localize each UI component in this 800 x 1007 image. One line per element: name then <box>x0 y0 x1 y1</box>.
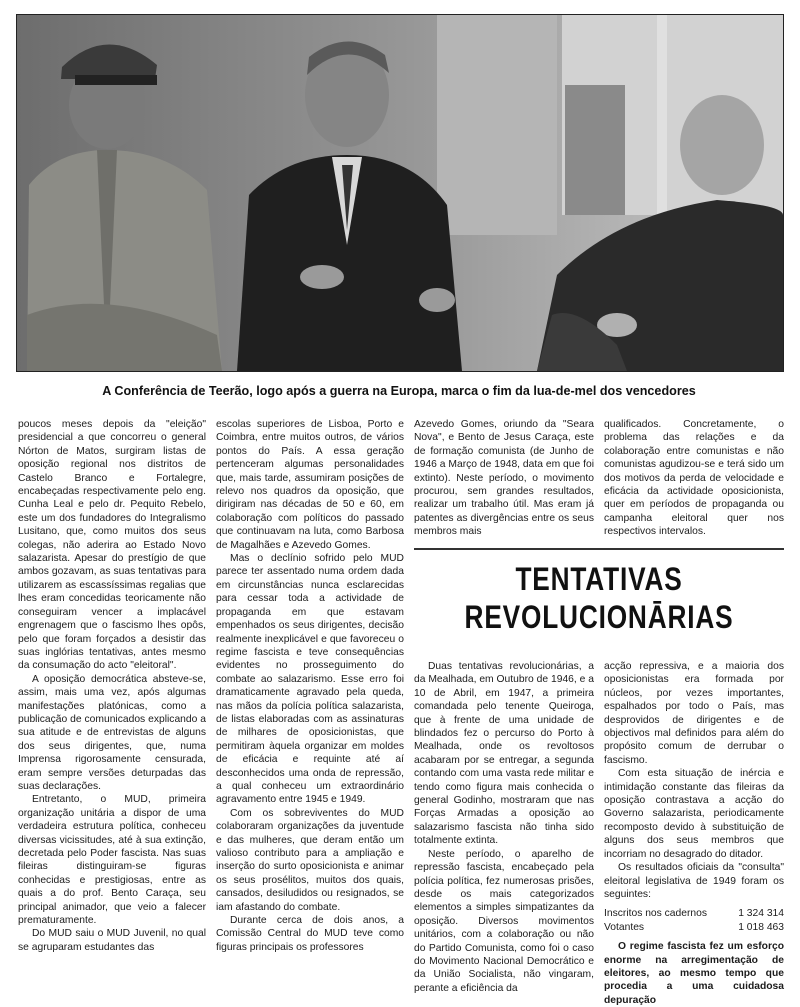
paragraph: Duas tentativas revolucionárias, a da Mealhada, em Outubro de 1946, e a 10 de Abril, em 1947, a primeira comandada pelo tenente Queiroga, que à frente de uma unidade de blindados fez o percurso do Porto à Mealhada, onde os revoltosos acabaram por se entregar, a segunda contando com uma vasta rede militar e tendo como figura mais conhecida o general Godinho, mostraram que nas Forças Armadas a oposição ao salazarismo fascista não tinha sido totalmente extinta. <box>414 661 594 847</box>
election-results <box>604 907 784 934</box>
photo-illustration <box>17 15 783 371</box>
paragraph: escolas superiores de Lisboa, Porto e Coimbra, entre muitos outros, de vários pontos do País. A essa geração pertenceram algumas personalidades que, mais tarde, assumiram posições de relevo nos quadros da oposição, que dirigiram nas décadas de 50 e 60, em colaboração com políticos do passado que continuavam na luta, como Barbosa de Magalhães e Azevedo Gomes. <box>216 419 404 551</box>
paragraph: poucos meses depois da "eleição" presidencial a que concorreu o general Nórton de Matos, surgiram listas de oposição regional nos distritos de Castelo Branco e Fortalegre, encabeçadas respectivamente pelo eng. Cunha Leal e pelo dr. Pequito Rebelo, este um dos fundadores do Integralismo Lusitano, que, como muitos dos seus colegas, não aderira ao Estado Novo salazarista. Apesar do prestígio de que ambos gozavam, as suas tentativas para utilizarem as escassíssimas regalias que lhes eram concedidas teoricamente não conseguiram vencer a implacável engrenagem que o fascismo lhes opôs, pelo que foram forçados a desistir das suas inglórias tentativas, antes mesmo da consumação do acto "eleitoral". <box>18 419 206 672</box>
paragraph: Do MUD saiu o MUD Juvenil, no qual se agruparam estudantes das <box>18 928 206 953</box>
column-6 <box>604 660 784 1006</box>
historic-photo <box>16 14 784 372</box>
paragraph: Durante cerca de dois anos, a Comissão Central do MUD teve como figuras principais os professores <box>216 915 404 953</box>
headline-line-1: TENTATIVAS <box>515 561 683 597</box>
column-3 <box>414 418 594 536</box>
column-2 <box>216 418 404 998</box>
section-headline <box>447 560 750 636</box>
paragraph: qualificados. Concretamente, o problema das relações e da colaboração entre comunistas e não comunistas agudizou-se e terá sido um dos motivos da perda de velocidade e eficácia da actividade oposicionista, quer em períodos de propaganda ou campanha eleitoral quer nos respectivos intervalos. <box>604 419 784 538</box>
column-4 <box>604 418 784 536</box>
stat-row-votantes <box>604 921 784 934</box>
section-divider <box>414 548 784 550</box>
paragraph: A oposição democrática absteve-se, assim, mais uma vez, após algumas manifestações platónicas, como a publicação de comunicados explicando a sua atitude e de entrevistas de alguns dos seus dirigentes, que, numa Imprensa rigorosamente censurada, eram sempre versões deturpadas das suas declarações. <box>18 673 206 792</box>
stat-value: 1 324 314 <box>738 908 784 920</box>
stat-label: Inscritos nos cadernos <box>604 908 708 920</box>
headline-line-2: REVOLUCIONĀRIAS <box>464 599 734 635</box>
paragraph: Com os sobreviventes do MUD colaboraram organizações da juventude e das mulheres, que deram então um valioso contributo para a ampliação e inserção do surto oposicionista e animar os seus prosélitos, muitos dos quais, cansados, desiludidos ou resignados, se iam afastando do combate. <box>216 807 404 913</box>
paragraph: Entretanto, o MUD, primeira organização unitária a dispor de uma verdadeira estrutura política, conheceu diversas vicissitudes, até à sua extinção, decretada pelo Poder fascista. Nas suas fileiras distinguiram-se figuras conhecidas e prestigiosas, entre as quais a do prof. Bento Caraça, seu principal animador, que veio a falecer prematuramente. <box>18 794 206 927</box>
paragraph: Neste período, o aparelho de repressão fascista, encabeçado pela polícia política, fez numerosas prisões, desde os mais categorizados elementos a simples simpatizantes da oposição. Diversos movimentos unitários, com a colaboração ou não do Partido Comunista, como foi o caso do Movimento Nacional Democrático e da União Socialista, não vingaram, perante a eficiência da <box>414 848 594 994</box>
paragraph: Mas o declínio sofrido pelo MUD parece ter assentado numa ordem dada em circunstâncias nunca esclarecidas para cessar toda a actividade de propaganda em que estavam empenhados os seus dirigentes, decisão realmente inexplicável e que favoreceu o regime fascista e teve consequências evidentes no prosseguimento do combate ao salazarismo. Esse erro foi dramaticamente agravado pela queda, nas mãos da polícia política salazarista, de listas elaboradas com as assinaturas de milhares de oposicionistas, que permitiram àquela organizar em moldes de eficácia e requinte até aí desconhecidos uma onda de repressão, a qual conheceu um extraordinário agravamento entre 1945 e 1949. <box>216 553 404 806</box>
column-1 <box>18 418 206 998</box>
column-5 <box>414 660 594 998</box>
paragraph-bold: O regime fascista fez um esforço enorme na arregimentação de eleitores, ao mesmo tempo que procedia a uma cuidadosa depuração <box>604 941 784 1006</box>
stat-label: Votantes <box>604 921 645 933</box>
photo-caption: A Conferência de Teerão, logo após a guerra na Europa, marca o fim da lua-de-mel dos vencedores <box>102 384 696 398</box>
paragraph: Com esta situação de inércia e intimidação constante das fileiras da oposição contrastava a acção do Governo salazarista, periodicamente recomposto devido à substituição de alguns dos seus membros que incorriam no desagrado do ditador. <box>604 768 784 860</box>
paragraph: Azevedo Gomes, oriundo da "Seara Nova", e Bento de Jesus Caraça, este de formação comunista (de Junho de 1946 a Março de 1948, data em que foi extinto). Neste período, o movimento procurou, sem grandes resultados, realizar um trabalho útil. Mas eram já patentes as divergências entre os seus membros mais <box>414 419 594 538</box>
paragraph: Os resultados oficiais da "consulta" eleitoral legislativa de 1949 foram os seguintes: <box>604 862 784 900</box>
stat-value: 1 018 463 <box>738 921 784 933</box>
paragraph: acção repressiva, e a maioria dos oposicionistas era formada por núcleos, por vezes importantes, espalhados por todo o País, mas desprovidos de dirigentes e de objectivos mal definidos para além do propósito comum de derrubar o fascismo. <box>604 661 784 766</box>
stat-row-inscritos <box>604 907 784 920</box>
